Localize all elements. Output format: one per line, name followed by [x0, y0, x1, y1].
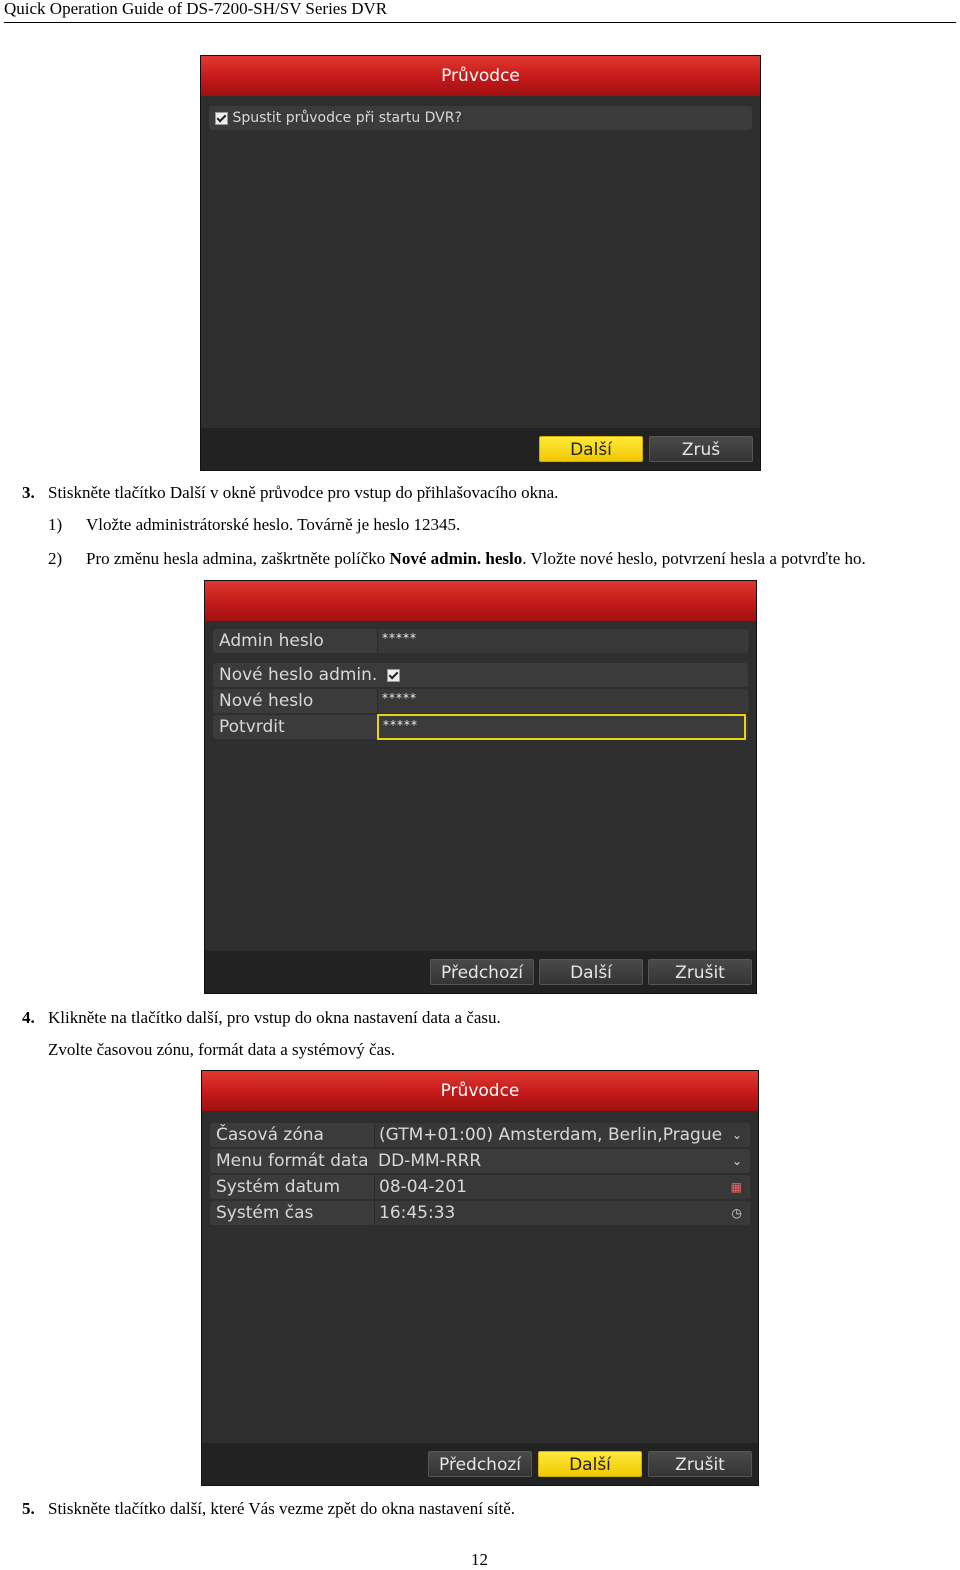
dialog-title: Průvodce [201, 56, 760, 96]
calendar-icon[interactable]: ▦ [730, 1180, 742, 1194]
wizard-dialog-password [204, 580, 757, 994]
item1-number: 1) [48, 515, 63, 534]
clock-icon[interactable]: ◷ [731, 1206, 742, 1220]
timezone-select[interactable]: (GTM+01:00) Amsterdam, Berlin,Prague ⌄ [374, 1123, 748, 1147]
confirm-password-row [213, 715, 748, 739]
new-admin-checkbox[interactable] [383, 663, 746, 687]
step3-item1 [48, 515, 461, 535]
startup-wizard-row[interactable] [209, 106, 752, 130]
chevron-down-icon[interactable]: ⌄ [731, 1128, 742, 1142]
step3-text: Stiskněte tlačítko Další v okně průvodce pro vstup do přihlašovacího okna. [48, 483, 559, 502]
dialog-footer [201, 428, 760, 470]
step3-paragraph [22, 483, 559, 503]
step4-paragraph [22, 1008, 501, 1028]
page-header: Quick Operation Guide of DS-7200-SH/SV Series DVR [4, 0, 956, 23]
cancel-button[interactable]: Zruš [649, 436, 753, 462]
new-password-input[interactable]: ***** [377, 689, 746, 713]
timezone-row [210, 1123, 750, 1147]
date-format-select[interactable]: DD-MM-RRR ⌄ [378, 1151, 742, 1171]
system-date-label: Systém datum [216, 1177, 341, 1197]
dialog-title: Průvodce [202, 1071, 758, 1111]
chevron-down-icon[interactable]: ⌄ [731, 1154, 742, 1168]
step5-text: Stiskněte tlačítko další, které Vás vezme zpět do okna nastavení sítě. [48, 1499, 516, 1518]
checkmark-icon[interactable] [215, 112, 228, 125]
new-password-label: Nové heslo [219, 691, 314, 711]
step5-paragraph [22, 1499, 516, 1519]
date-format-label: Menu formát data [216, 1151, 369, 1171]
item2-text-a: Pro změnu hesla admina, zaškrtněte políčko [86, 549, 390, 568]
date-format-row [210, 1149, 750, 1173]
previous-button[interactable]: Předchozí [428, 1451, 532, 1477]
cancel-button[interactable]: Zrušit [648, 959, 752, 985]
step4-number: 4. [22, 1008, 35, 1027]
new-admin-label: Nové heslo admin. [219, 665, 378, 685]
checkmark-icon[interactable] [387, 669, 400, 682]
admin-password-row [213, 629, 748, 653]
system-time-row [210, 1201, 750, 1225]
item2-number: 2) [48, 549, 63, 568]
item2-text-b: . Vložte nové heslo, potvrzení hesla a potvrďte ho. [522, 549, 866, 568]
item2-bold: Nové admin. heslo [389, 549, 523, 568]
system-date-row [210, 1175, 750, 1199]
timezone-label: Časová zóna [216, 1125, 324, 1145]
item1-text: Vložte administrátorské heslo. Továrně je heslo 12345. [86, 515, 461, 534]
admin-password-input[interactable]: ***** [377, 629, 746, 653]
dialog-footer [202, 1443, 758, 1485]
page-number: 12 [471, 1550, 488, 1569]
confirm-password-label: Potvrdit [219, 717, 285, 737]
cancel-button[interactable]: Zrušit [648, 1451, 752, 1477]
step4-paragraph-2: Zvolte časovou zónu, formát data a systémový čas. [48, 1040, 395, 1059]
next-button[interactable]: Další [538, 1451, 642, 1477]
new-password-row [213, 689, 748, 713]
system-time-label: Systém čas [216, 1203, 314, 1223]
dialog-title-bar [205, 581, 756, 621]
previous-button[interactable]: Předchozí [430, 959, 534, 985]
startup-checkbox-label: Spustit průvodce při startu DVR? [232, 110, 462, 126]
admin-password-label: Admin heslo [219, 631, 324, 651]
dialog-footer [205, 951, 756, 993]
step5-number: 5. [22, 1499, 35, 1518]
system-time-input[interactable]: 16:45:33 ◷ [374, 1201, 748, 1225]
step3-item2 [48, 549, 866, 569]
step4-text: Klikněte na tlačítko další, pro vstup do okna nastavení data a času. [48, 1008, 501, 1027]
wizard-dialog-start [200, 55, 761, 471]
confirm-password-input[interactable]: ***** [377, 714, 746, 740]
system-date-input[interactable]: 08-04-201 ▦ [374, 1175, 748, 1199]
step3-number: 3. [22, 483, 35, 502]
next-button[interactable]: Další [539, 436, 643, 462]
wizard-dialog-datetime [201, 1070, 759, 1486]
next-button[interactable]: Další [539, 959, 643, 985]
new-admin-row [213, 663, 748, 687]
